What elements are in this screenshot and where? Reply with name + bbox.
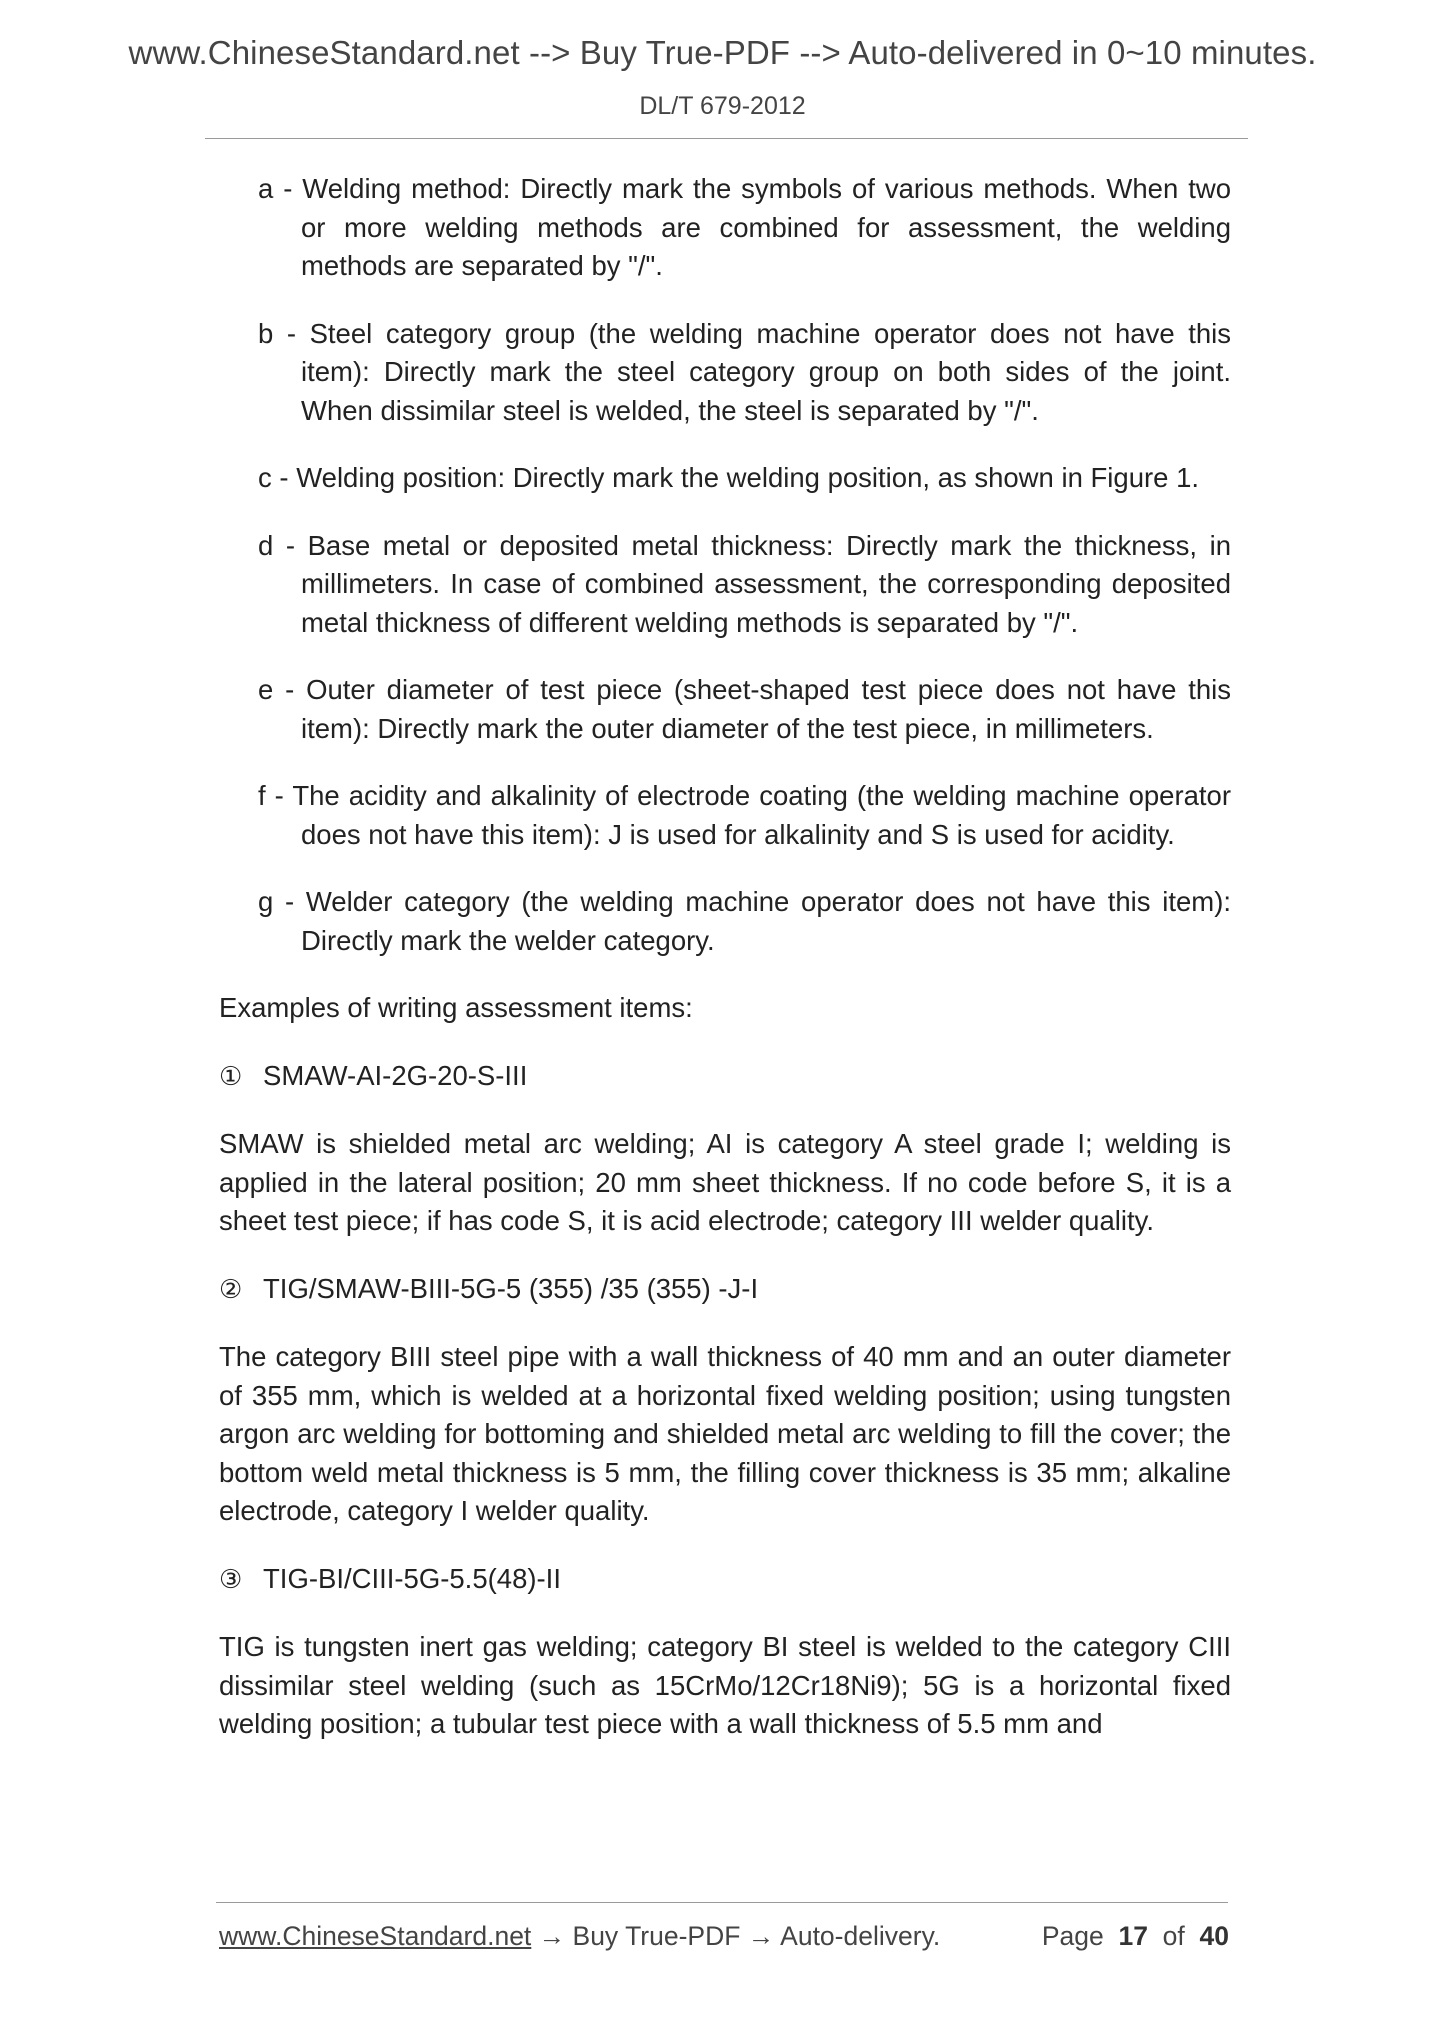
- footer-tagline: → Buy True-PDF → Auto-delivery.: [531, 1921, 941, 1951]
- of-label: of: [1162, 1921, 1185, 1951]
- page-number: 17: [1118, 1921, 1148, 1951]
- list-item-f: f - The acidity and alkalinity of electrode coating (the welding machine operator does not have this item): J is used for alkalinity and S is used for acidity.: [258, 780, 1231, 850]
- page-indicator: [1042, 1921, 1229, 1952]
- circled-three-marker: ③: [219, 1564, 243, 1595]
- example-2-explanation: The category BIII steel pipe with a wall thickness of 40 mm and an outer diameter of 355 mm, which is welded at a horizontal fixed welding position; using tungsten argon arc welding for bottoming and shielded metal arc welding to fill the cover; the bottom weld metal thickness is 5 mm, the filling cover thickness is 35 mm; alkaline electrode, category I welder quality.: [219, 1341, 1231, 1526]
- total-pages: 40: [1199, 1921, 1229, 1951]
- header-divider: [205, 138, 1248, 139]
- example-1-code-line: [219, 1057, 1231, 1097]
- example-1-code: SMAW-AI-2G-20-S-III: [263, 1059, 528, 1091]
- example-3-explanation: TIG is tungsten inert gas welding; category BI steel is welded to the category CIII dissimilar steel welding (such as 15CrMo/12Cr18Ni9); 5G is a horizontal fixed welding position; a tubular test piece with a wall thickness of 5.5 mm and: [219, 1631, 1231, 1739]
- document-body: [219, 170, 1231, 1773]
- standard-code: DL/T 679-2012: [639, 92, 806, 120]
- examples-heading: Examples of writing assessment items:: [219, 992, 693, 1023]
- example-1-explanation: SMAW is shielded metal arc welding; AI is category A steel grade I; welding is applied in the lateral position; 20 mm sheet thickness. If no code before S, it is a sheet test piece; if has code S, it is acid electrode; category III welder quality.: [219, 1128, 1231, 1236]
- list-item-e: e - Outer diameter of test piece (sheet-shaped test piece does not have this item): Directly mark the outer diameter of the test piece, in millimeters.: [258, 674, 1231, 744]
- list-item-a: a - Welding method: Directly mark the symbols of various methods. When two or more welding methods are combined for assessment, the welding methods are separated by "/".: [258, 173, 1231, 281]
- list-item-d: d - Base metal or deposited metal thickness: Directly mark the thickness, in millimeters. In case of combined assessment, the corresponding deposited metal thickness of different welding methods is separated by "/".: [258, 529, 1231, 638]
- example-2-code: TIG/SMAW-BIII-5G-5 (355) /35 (355) -J-I: [263, 1272, 759, 1304]
- example-3-code: TIG-BI/CIII-5G-5.5(48)-II: [263, 1562, 561, 1594]
- list-item-g: g - Welder category (the welding machine operator does not have this item): Directly mark the welder category.: [258, 886, 1231, 956]
- example-3-code-line: [219, 1560, 1231, 1600]
- list-item-c: c - Welding position: Directly mark the welding position, as shown in Figure 1.: [258, 462, 1200, 493]
- footer-site-link[interactable]: www.ChineseStandard.net: [219, 1921, 532, 1951]
- site-banner: www.ChineseStandard.net --> Buy True-PDF --> Auto-delivered in 0~10 minutes.: [128, 34, 1317, 71]
- list-item-b: b - Steel category group (the welding machine operator does not have this item): Directly mark the steel category group on both sides of the joint. When dissimilar steel is welded, the steel is separated by "/".: [258, 317, 1231, 426]
- footer-divider: [216, 1902, 1228, 1903]
- page-label: Page: [1041, 1921, 1104, 1951]
- example-2-code-line: [219, 1270, 1231, 1310]
- page-footer: [219, 1921, 1229, 1952]
- circled-one-marker: ①: [219, 1061, 243, 1092]
- circled-two-marker: ②: [219, 1274, 243, 1305]
